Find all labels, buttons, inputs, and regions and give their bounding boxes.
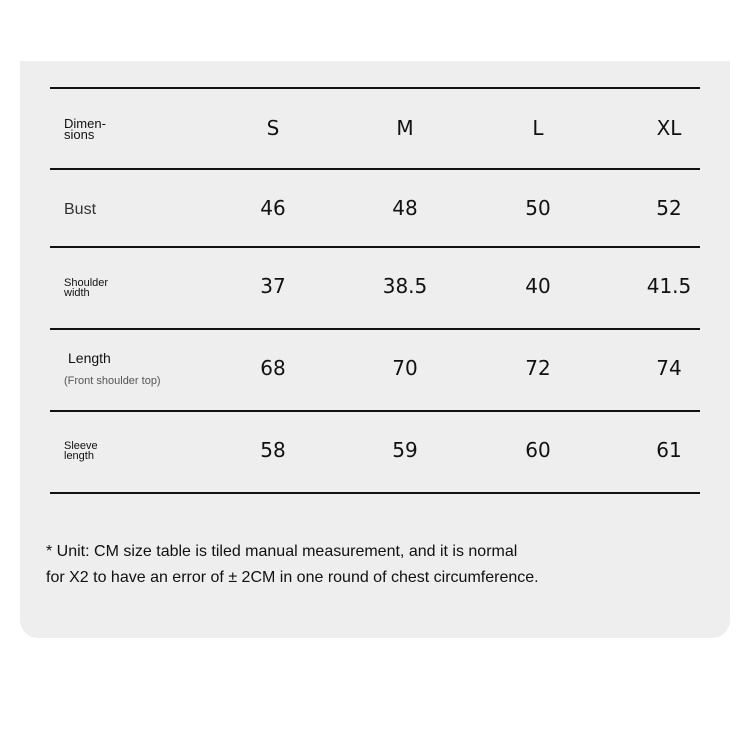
- header-size-s: S: [266, 116, 280, 140]
- row-label-shoulder-width: [64, 278, 108, 298]
- header-size-m: M: [396, 116, 414, 140]
- row-label-length-sub: (Front shoulder top): [64, 375, 161, 387]
- table-rule-row2: [50, 328, 700, 330]
- shoulder-label-line2: width: [64, 287, 90, 299]
- sleeve-s: 58: [260, 438, 286, 462]
- length-l: 72: [525, 356, 551, 380]
- table-rule-top: [50, 87, 700, 89]
- header-dimensions-line2: sions: [64, 127, 95, 142]
- header-size-l: L: [532, 116, 544, 140]
- table-rule-row3: [50, 410, 700, 412]
- shoulder-s: 37: [260, 274, 286, 298]
- measurement-note: [46, 539, 539, 591]
- measurement-note-line1: * Unit: CM size table is tiled manual measurement, and it is normal: [46, 543, 518, 560]
- sleeve-label-line1: Sleeve: [64, 440, 98, 452]
- header-size-xl: XL: [656, 116, 682, 140]
- measurement-note-line2: for X2 to have an error of ± 2CM in one round of chest circumference.: [46, 569, 539, 586]
- shoulder-m: 38.5: [382, 274, 428, 298]
- bust-m: 48: [392, 196, 418, 220]
- length-s: 68: [260, 356, 286, 380]
- row-label-sleeve-length: [64, 441, 98, 461]
- length-m: 70: [392, 356, 418, 380]
- bust-xl: 52: [656, 196, 682, 220]
- table-rule-header: [50, 168, 700, 170]
- sleeve-xl: 61: [656, 438, 682, 462]
- row-label-bust: Bust: [64, 201, 97, 218]
- length-xl: 74: [656, 356, 682, 380]
- sleeve-l: 60: [525, 438, 551, 462]
- row-label-length: Length: [68, 350, 111, 366]
- header-dimensions-label: [64, 118, 106, 140]
- table-rule-bottom: [50, 492, 700, 494]
- bust-l: 50: [525, 196, 551, 220]
- sleeve-label-line2: length: [64, 450, 94, 462]
- bust-s: 46: [260, 196, 286, 220]
- shoulder-l: 40: [525, 274, 551, 298]
- shoulder-label-line1: Shoulder: [64, 277, 109, 289]
- shoulder-xl: 41.5: [646, 274, 692, 298]
- header-dimensions-line1: Dimen-: [64, 116, 106, 131]
- table-rule-row1: [50, 246, 700, 248]
- sleeve-m: 59: [392, 438, 418, 462]
